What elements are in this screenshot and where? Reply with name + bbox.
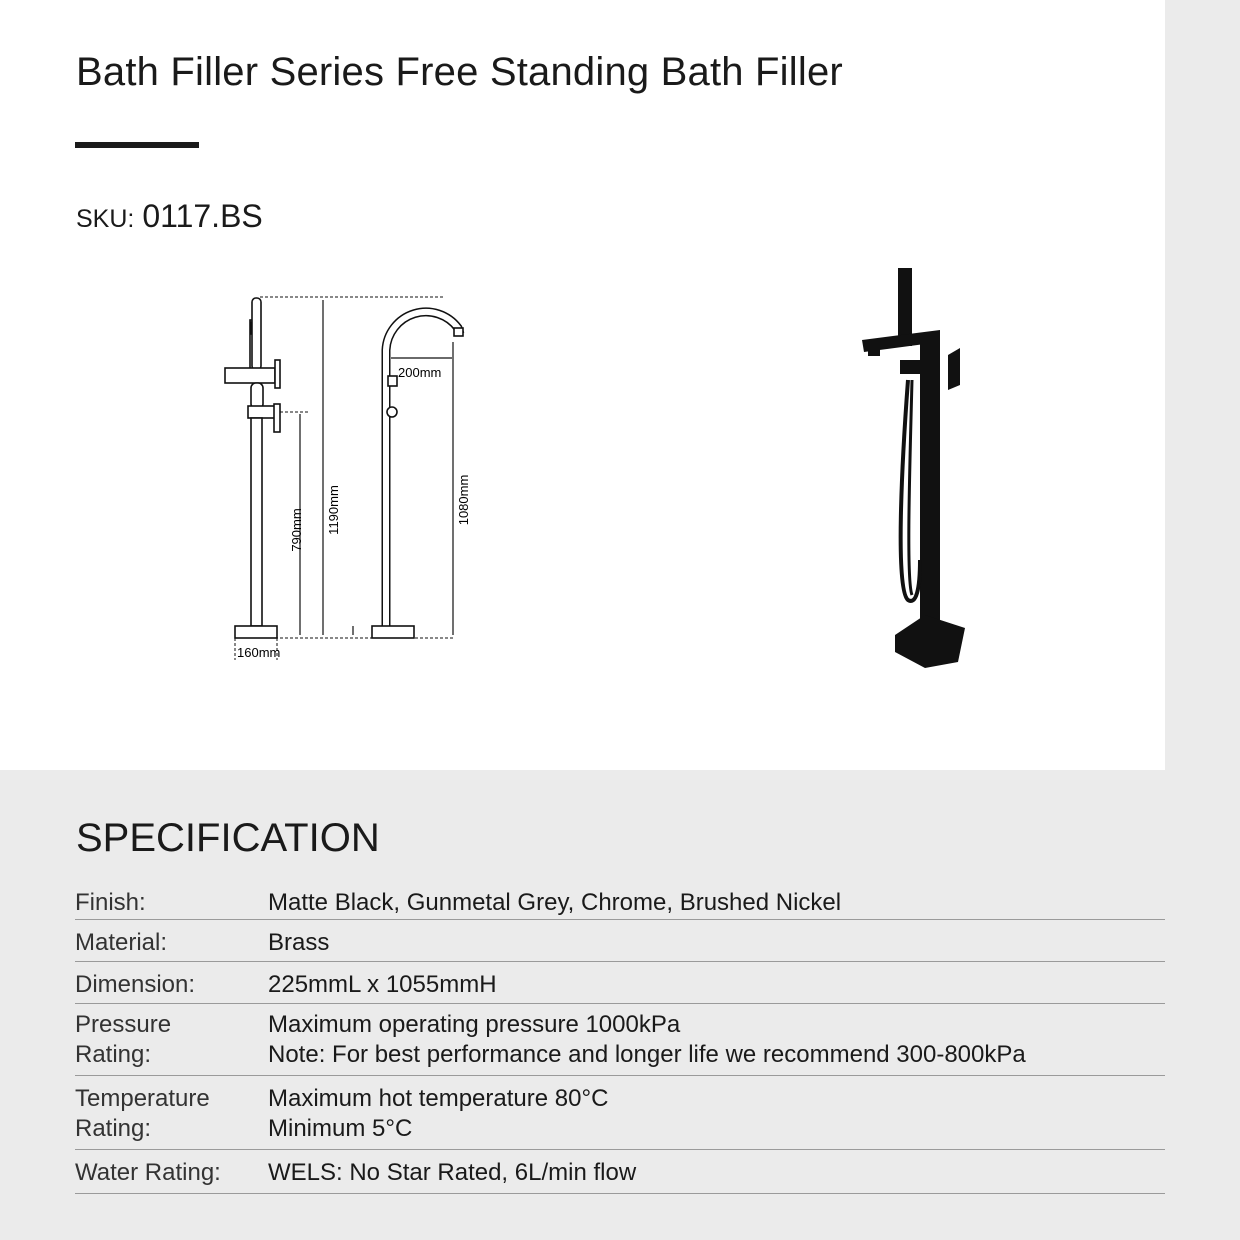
spec-value: Matte Black, Gunmetal Grey, Chrome, Brushed Nickel: [268, 889, 842, 916]
spec-label: Dimension:: [75, 971, 196, 998]
dim-mixer-height: 790mm: [289, 508, 304, 552]
spec-row-pressure: [75, 1004, 1165, 1076]
dim-spout-height: 1080mm: [456, 474, 471, 526]
technical-drawing: [220, 290, 480, 670]
title-divider: [75, 142, 199, 148]
spec-value: 225mmL x 1055mmH: [268, 971, 497, 998]
page-title: Bath Filler Series Free Standing Bath Filler: [76, 50, 843, 94]
spec-row-dimension: [75, 962, 1165, 1004]
spec-value: WELS: No Star Rated, 6L/min flow: [268, 1159, 637, 1186]
dim-base-width: 160mm: [237, 645, 281, 660]
sku: [76, 198, 263, 235]
sku-label: SKU:: [76, 205, 135, 233]
spec-row-material: [75, 920, 1165, 962]
dim-spout-reach: 200mm: [398, 365, 442, 380]
dim-total-height: 1190mm: [326, 485, 341, 535]
specification-heading: SPECIFICATION: [76, 816, 380, 860]
spec-row-water: [75, 1150, 1165, 1194]
spec-value: Maximum hot temperature 80°C: [268, 1085, 609, 1112]
specification-table: [75, 880, 1165, 1194]
spec-row-temperature: [75, 1076, 1165, 1150]
spec-label: Water Rating:: [75, 1159, 221, 1186]
spec-value: Note: For best performance and longer life we recommend 300-800kPa: [268, 1041, 1026, 1068]
spec-row-finish: [75, 880, 1165, 920]
spec-value: Maximum operating pressure 1000kPa: [268, 1011, 681, 1038]
sku-value: 0117.BS: [142, 198, 263, 234]
product-photo: [840, 260, 980, 680]
spec-value: Minimum 5°C: [268, 1115, 413, 1142]
spec-label: Pressure Rating:: [75, 1011, 172, 1068]
spec-label: Temperature Rating:: [75, 1085, 210, 1142]
spec-label: Material:: [75, 929, 168, 956]
spec-value: Brass: [268, 929, 330, 956]
spec-label: Finish:: [75, 889, 146, 916]
